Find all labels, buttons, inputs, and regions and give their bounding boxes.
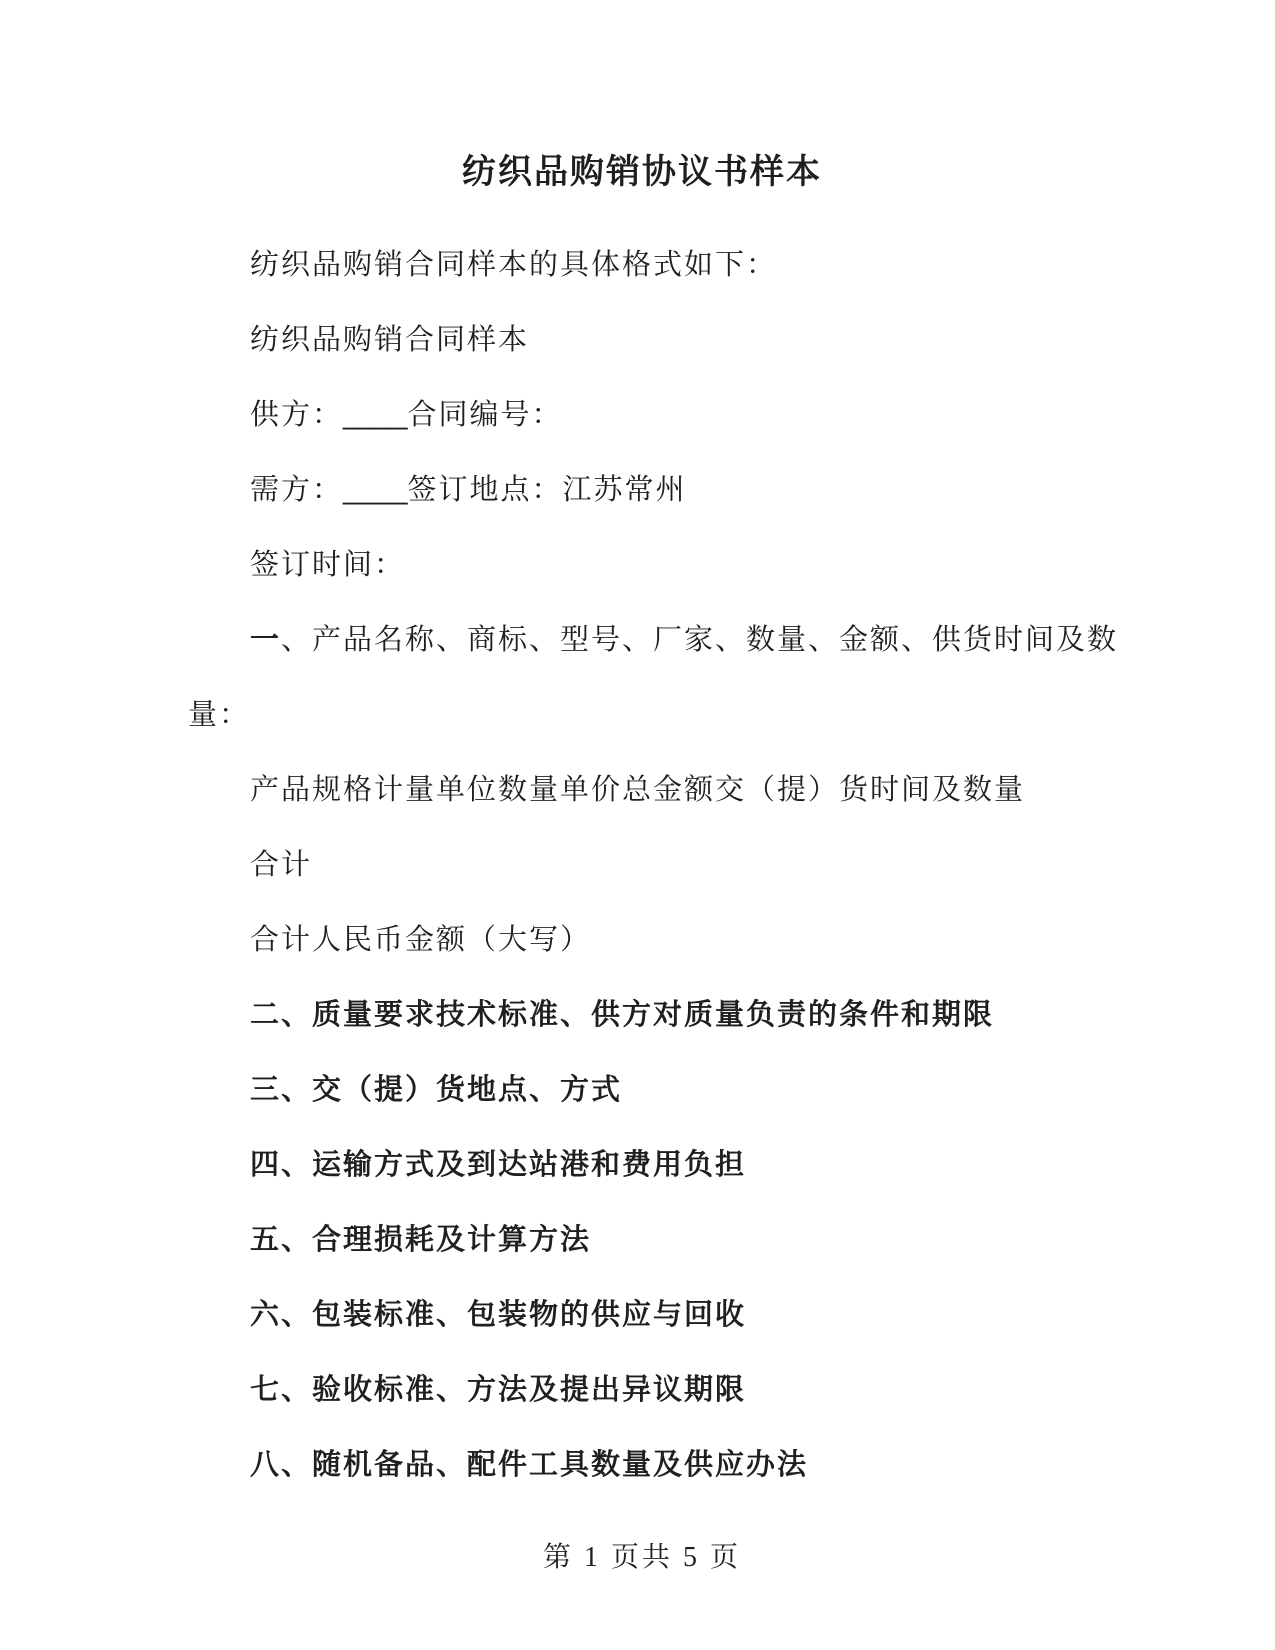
text-segment: 合计人民币金额（大写） bbox=[250, 924, 592, 956]
text-segment: 纺织品购销合同样本的具体格式如下： bbox=[250, 249, 778, 281]
subtitle-line bbox=[188, 303, 1105, 378]
text-segment: 一 bbox=[250, 624, 282, 656]
fill-in-blank: ____ bbox=[343, 399, 408, 431]
text-segment: 八、随机备品、配件工具数量及供应办法 bbox=[250, 1449, 809, 1481]
section-3-heading bbox=[188, 1053, 1105, 1128]
section-1-line-1 bbox=[188, 603, 1119, 678]
document-body bbox=[188, 228, 1119, 1503]
text-segment: 四、运输方式及到达站港和费用负担 bbox=[250, 1149, 747, 1181]
total-amount-line bbox=[188, 903, 1105, 978]
text-segment: 产品规格计量单位数量单价总金额交（提）货时间及数量 bbox=[250, 774, 1026, 806]
text-segment: 量： bbox=[188, 699, 251, 731]
section-7-heading bbox=[188, 1353, 1105, 1428]
text-segment: 七、验收标准、方法及提出异议期限 bbox=[250, 1374, 747, 1406]
fill-in-blank: ____ bbox=[343, 474, 408, 506]
supplier-line bbox=[188, 378, 1105, 453]
text-segment: 纺织品购销合同样本 bbox=[250, 324, 530, 356]
text-segment: 五、合理损耗及计算方法 bbox=[250, 1224, 592, 1256]
section-8-heading bbox=[188, 1428, 1105, 1503]
text-segment: 二、质量要求技术标准、供方对质量负责的条件和期限 bbox=[250, 999, 995, 1031]
signing-time-line bbox=[188, 528, 1105, 603]
section-5-heading bbox=[188, 1203, 1105, 1278]
text-segment: 三、交（提）货地点、方式 bbox=[250, 1074, 623, 1106]
text-segment: 需方： bbox=[250, 474, 344, 506]
section-2-heading bbox=[188, 978, 1105, 1053]
text-segment: 六、包装标准、包装物的供应与回收 bbox=[250, 1299, 747, 1331]
intro-line bbox=[188, 228, 1105, 303]
section-6-heading bbox=[188, 1278, 1105, 1353]
text-segment: 合同编号： bbox=[407, 399, 563, 431]
text-segment: 供方： bbox=[250, 399, 344, 431]
total-line bbox=[188, 828, 1105, 903]
text-segment: 、产品名称、商标、型号、厂家、数量、金额、供货时间及数 bbox=[281, 624, 1119, 656]
product-spec-line bbox=[188, 753, 1105, 828]
text-segment: 签订地点：江苏常州 bbox=[407, 474, 687, 506]
section-1-line-2 bbox=[188, 678, 1105, 753]
buyer-line bbox=[188, 453, 1105, 528]
text-segment: 签订时间： bbox=[250, 549, 406, 581]
section-4-heading bbox=[188, 1128, 1105, 1203]
text-segment: 合计 bbox=[250, 849, 313, 881]
page-title: 纺织品购销协议书样本 bbox=[462, 153, 822, 191]
page-footer: 第 1 页共 5 页 bbox=[542, 1542, 741, 1573]
